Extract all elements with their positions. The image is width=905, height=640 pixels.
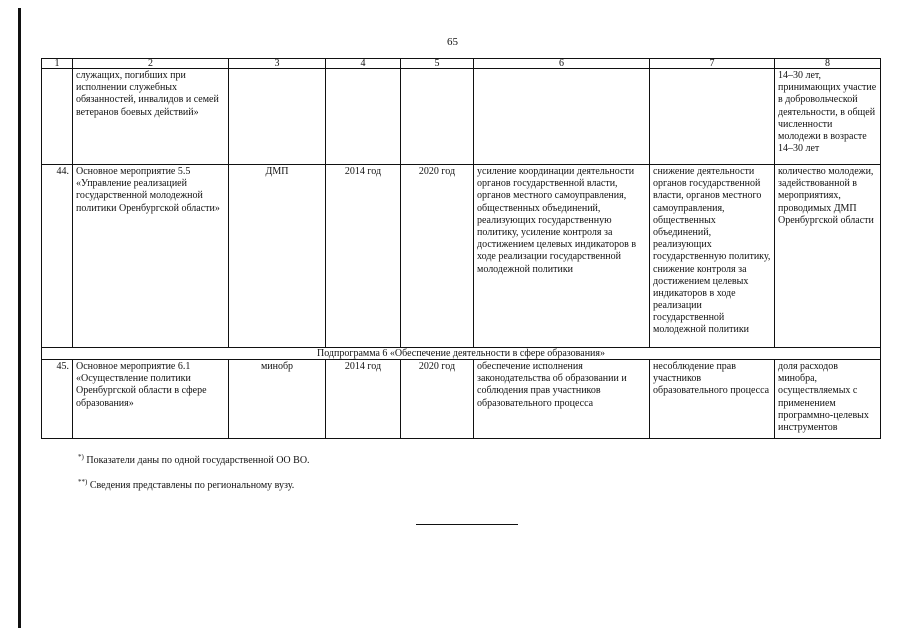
end-year-cell: [401, 69, 474, 165]
footnote-2: [78, 478, 294, 491]
measure-name-cell: Основное мероприятие 6.1 «Осуществление политики Оренбургской области в сфере образования»: [73, 360, 229, 439]
consequence-cell: [650, 69, 775, 165]
header-cell: 8: [775, 59, 881, 69]
header-row: [42, 59, 881, 69]
row-number-cell: [42, 69, 73, 165]
expected-result-cell: обеспечение исполнения законодательства об образовании и соблюдения прав участников образовательного процесса: [474, 360, 650, 439]
row-number-cell: 45.: [42, 360, 73, 439]
end-year-cell: 2020 год: [401, 165, 474, 348]
end-year-cell: 2020 год: [401, 360, 474, 439]
expected-result-cell: [474, 69, 650, 165]
executor-cell: минобр: [229, 360, 326, 439]
footnote-2-mark: **): [78, 478, 88, 486]
header-cell: 1: [42, 59, 73, 69]
subprogram-title: Подпрограмма 6 «Обеспечение деятельности в сфере образования»: [42, 348, 881, 360]
footnote-1: [78, 453, 310, 466]
consequence-cell: снижение деятельности органов государственной власти, органов местного самоуправления, общественных объединений, реализующих государственную политику, снижение контроля за достижением целевых индикаторов в ходе реализации государственной молодежной политики: [650, 165, 775, 348]
end-separator-line: [416, 524, 518, 525]
footnote-1-mark: *): [78, 453, 84, 461]
start-year-cell: 2014 год: [326, 165, 401, 348]
footnote-2-text: Сведения представлены по региональному вузу.: [89, 480, 295, 491]
start-year-cell: 2014 год: [326, 360, 401, 439]
header-cell: 3: [229, 59, 326, 69]
program-measures-table: [41, 58, 881, 439]
executor-cell: ДМП: [229, 165, 326, 348]
table-row: [42, 69, 881, 165]
executor-cell: [229, 69, 326, 165]
table-row: [42, 360, 881, 439]
indicator-cell: 14–30 лет, принимающих участие в добровольческой деятельности, в общей численности молодежи в возрасте 14–30 лет: [775, 69, 881, 165]
row-number-cell: 44.: [42, 165, 73, 348]
header-cell: 7: [650, 59, 775, 69]
footnote-1-text: Показатели даны по одной государственной ОО ВО.: [86, 455, 310, 466]
start-year-cell: [326, 69, 401, 165]
header-cell: 6: [474, 59, 650, 69]
page-number: 65: [447, 36, 458, 48]
header-cell: 5: [401, 59, 474, 69]
expected-result-cell: усиление координации деятельности органов государственной власти, органов местного самоуправления, общественных объединений, реализующих государственную политику, усиление контроля за достижением целевых индикаторов в ходе реализации государственной молодежной политики: [474, 165, 650, 348]
table-row: [42, 165, 881, 348]
left-margin-rule: [18, 8, 21, 628]
indicator-cell: доля расходов минобра, осуществляемых с применением программно-целевых инструментов: [775, 360, 881, 439]
measure-name-cell: служащих, погибших при исполнении служебных обязанностей, инвалидов и семей ветеранов боевых действий»: [73, 69, 229, 165]
header-cell: 2: [73, 59, 229, 69]
subprogram-row: [42, 348, 881, 360]
indicator-cell: количество молодежи, задействованной в мероприятиях, проводимых ДМП Оренбургской области: [775, 165, 881, 348]
header-cell: 4: [326, 59, 401, 69]
measure-name-cell: Основное мероприятие 5.5 «Управление реализацией государственной молодежной политики Оренбургской области»: [73, 165, 229, 348]
consequence-cell: несоблюдение прав участников образовательного процесса: [650, 360, 775, 439]
